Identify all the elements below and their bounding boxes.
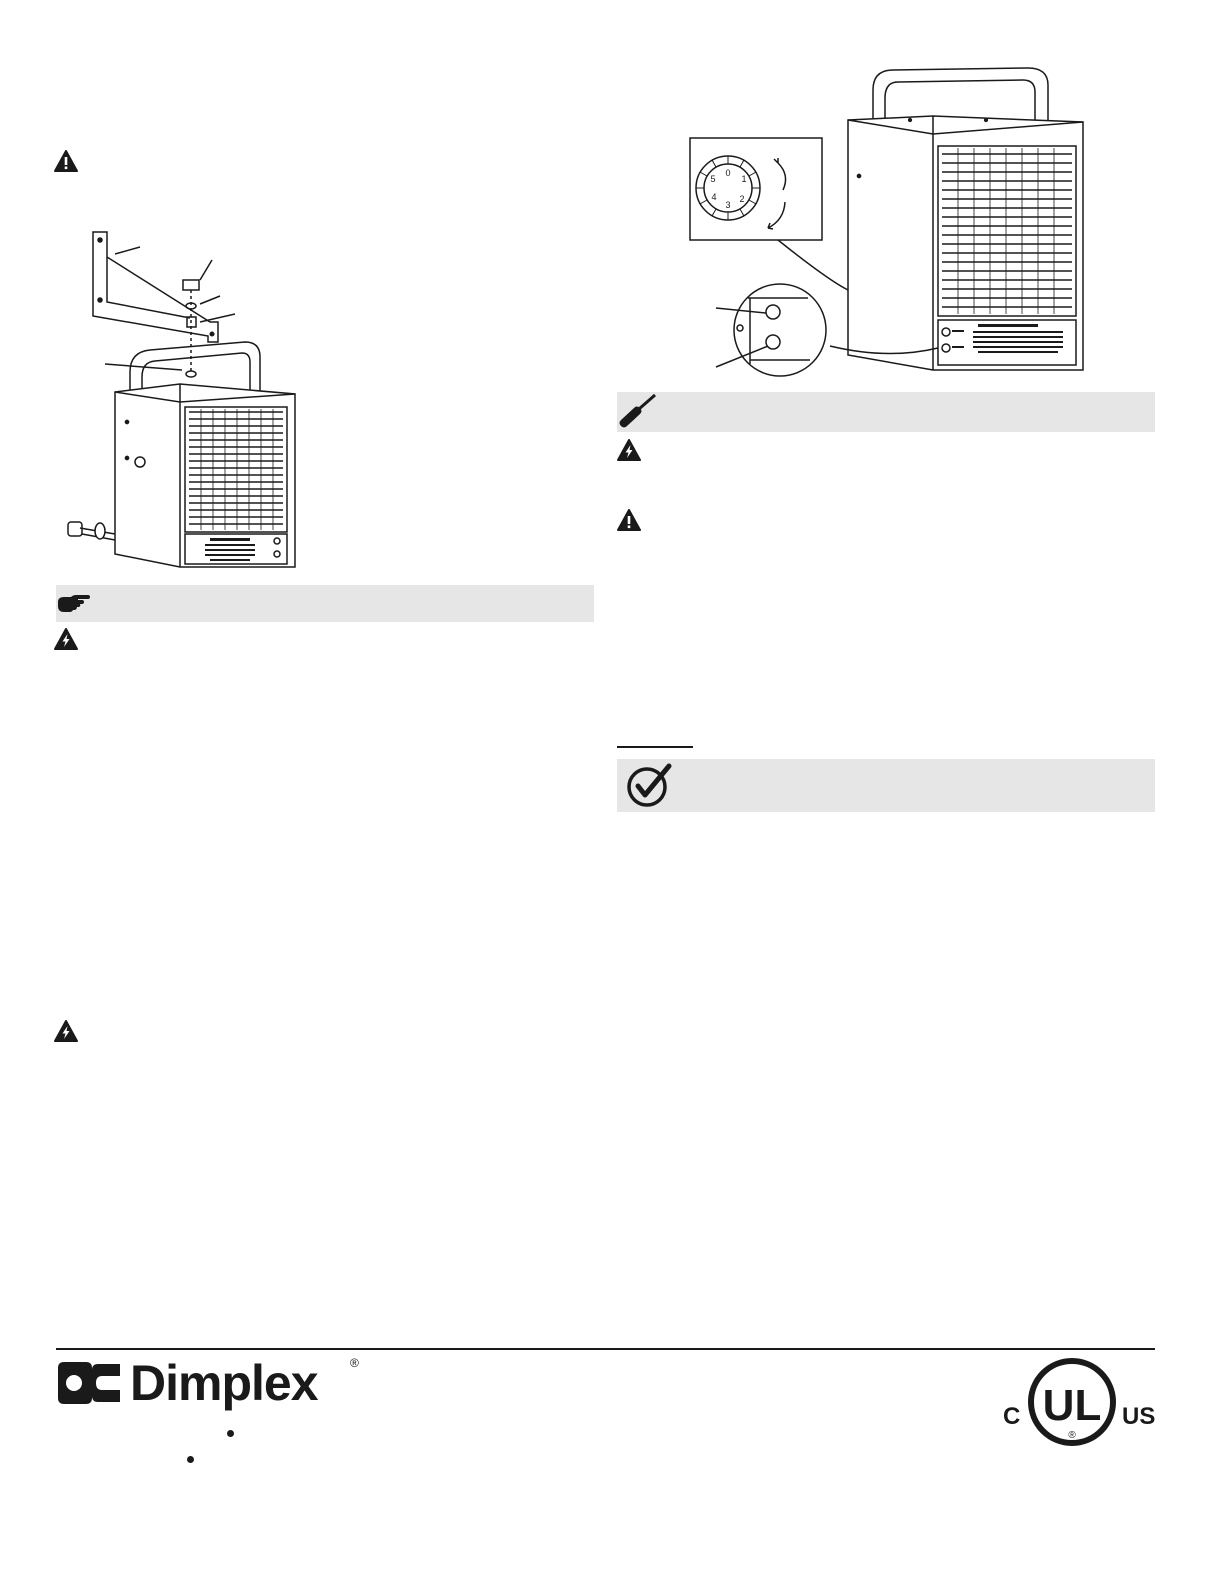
svg-text:4: 4 (711, 192, 717, 202)
svg-text:3: 3 (725, 200, 731, 210)
tool-band (617, 392, 1155, 432)
svg-text:2: 2 (739, 194, 745, 204)
svg-text:1: 1 (741, 174, 747, 184)
heater-mounting-illustration (60, 222, 320, 572)
electrical-hazard-icon (54, 1020, 78, 1042)
brand-wordmark: Dimplex (130, 1355, 318, 1411)
registered-mark: ® (350, 1356, 359, 1370)
warning-triangle-icon (54, 150, 78, 172)
electrical-hazard-icon (617, 439, 641, 461)
svg-text:0: 0 (725, 168, 731, 178)
thermostat-adjustment-illustration (688, 50, 1088, 386)
ul-certification-icon (1028, 1356, 1118, 1448)
note-band (56, 585, 594, 622)
cert-us-label: US (1122, 1403, 1156, 1430)
cert-c-label: C (1003, 1403, 1021, 1430)
svg-text:5: 5 (710, 174, 716, 184)
bullet-dot (187, 1456, 194, 1463)
bullet-dot (227, 1430, 234, 1437)
checkmark-icon (625, 762, 675, 808)
electrical-hazard-icon (54, 628, 78, 650)
ul-registered: ® (1068, 1430, 1076, 1441)
pointing-hand-icon (56, 594, 90, 614)
ul-letters: UL (1042, 1381, 1102, 1430)
check-band (617, 759, 1155, 812)
dimplex-logo-mark (56, 1358, 126, 1408)
warning-triangle-icon (617, 509, 641, 531)
footer-rule (56, 1348, 1155, 1350)
screwdriver-icon (617, 392, 659, 430)
section-heading-underline (617, 746, 693, 748)
